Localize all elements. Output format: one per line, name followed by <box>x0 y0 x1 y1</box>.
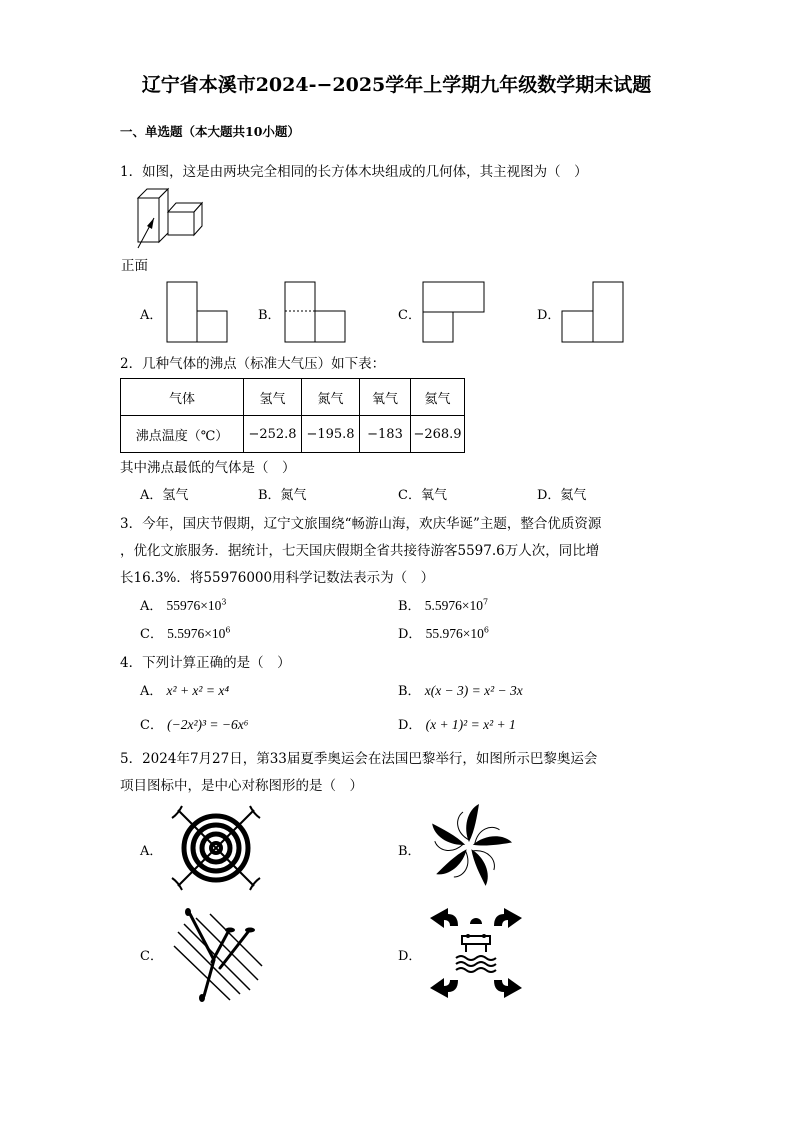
q5-option-b-label[interactable]: B． <box>398 844 421 859</box>
q1-option-b-label[interactable]: B． <box>258 308 281 323</box>
q5-option-a-label[interactable]: A． <box>140 844 163 859</box>
option-label: B． <box>398 684 421 699</box>
option-label: D． <box>398 718 422 733</box>
swimming-icon <box>428 906 524 1000</box>
boiling-point-table <box>120 378 465 453</box>
option-label: C． <box>140 627 163 642</box>
option-label: D． <box>398 627 422 642</box>
option-value: 5.5976×10 <box>167 626 226 641</box>
q2-option-c[interactable]: C．氧气 <box>398 488 447 503</box>
question-4-stem: 4．下列计算正确的是（ ） <box>120 655 291 671</box>
option-label: A． <box>140 684 163 699</box>
option-expression: (x + 1)² = x² + 1 <box>425 717 516 732</box>
q3-option-b[interactable] <box>398 595 488 614</box>
q2-option-a[interactable]: A．氢气 <box>140 488 189 503</box>
q1-option-d-view <box>561 281 625 343</box>
table-cell: 氮气 <box>302 379 360 416</box>
option-exponent: 6 <box>225 625 231 635</box>
table-cell: 氧气 <box>360 379 411 416</box>
question-5-line1: 5．2024年7月27日，第33届夏季奥运会在法国巴黎举行，如图所示巴黎奥运会 <box>120 751 598 767</box>
question-1-stem: 1．如图，这是由两块完全相同的长方体木块组成的几何体，其主视图为（ ） <box>120 164 588 180</box>
table-row <box>121 416 465 453</box>
table-cell: 气体 <box>121 379 244 416</box>
q1-option-d-label[interactable]: D． <box>537 308 561 323</box>
table-header-row <box>121 379 465 416</box>
option-label: C． <box>140 718 163 733</box>
q1-option-c-label[interactable]: C． <box>398 308 421 323</box>
q1-solid-figure <box>130 186 210 250</box>
question-3-line1: 3．今年，国庆节假期，辽宁文旅围绕“畅游山海，欢庆华诞”主题，整合优质资源 <box>120 516 602 532</box>
q3-option-d[interactable] <box>398 623 489 642</box>
pinwheel-icon <box>423 800 515 892</box>
q1-option-a-view <box>166 281 230 343</box>
option-expression: x² + x² = x⁴ <box>166 683 230 698</box>
table-cell: −183 <box>360 416 411 453</box>
option-value: 55976×10 <box>166 598 222 613</box>
q4-option-d[interactable] <box>398 714 516 733</box>
question-2-stem: 2．几种气体的沸点（标准大气压）如下表： <box>120 356 386 372</box>
archery-icon <box>166 802 266 894</box>
option-exponent: 3 <box>221 597 227 607</box>
question-3-line2: ，优化文旅服务．据统计，七天国庆假期全省共接待游客5597.6万人次，同比增 <box>120 543 600 559</box>
page-title: 辽宁省本溪市2024-−2025学年上学期九年级数学期末试题 <box>141 74 652 96</box>
q2-option-b[interactable]: B．氮气 <box>258 488 307 503</box>
table-cell: −268.9 <box>411 416 465 453</box>
option-label: A． <box>140 599 163 614</box>
table-cell: 氦气 <box>411 379 465 416</box>
q3-option-c[interactable] <box>140 623 230 642</box>
option-label: B． <box>398 599 421 614</box>
q4-option-c[interactable] <box>140 714 248 733</box>
q1-option-c-view <box>422 281 486 343</box>
option-exponent: 6 <box>483 625 489 635</box>
table-cell: −195.8 <box>302 416 360 453</box>
q3-option-a[interactable] <box>140 595 227 614</box>
q4-option-a[interactable] <box>140 680 229 699</box>
table-cell: 氢气 <box>244 379 302 416</box>
rowing-icon <box>170 910 266 1002</box>
option-expression: (−2x²)³ = −6x⁶ <box>167 717 249 732</box>
section-heading: 一、单选题（本大题共10小题） <box>120 124 300 139</box>
q1-option-b-view <box>284 281 348 343</box>
q5-option-c-label[interactable]: C． <box>140 949 163 964</box>
table-cell: −252.8 <box>244 416 302 453</box>
q4-option-b[interactable] <box>398 680 523 699</box>
question-2-follow: 其中沸点最低的气体是（ ） <box>120 460 296 476</box>
q5-option-d-label[interactable]: D． <box>398 949 422 964</box>
option-value: 55.976×10 <box>425 626 484 641</box>
option-exponent: 7 <box>482 597 489 607</box>
question-3-line3: 长16.3%．将55976000用科学记数法表示为（ ） <box>120 570 435 586</box>
question-5-line2: 项目图标中，是中心对称图形的是（ ） <box>120 778 363 794</box>
front-view-label: 正面 <box>121 258 148 274</box>
option-expression: x(x − 3) = x² − 3x <box>424 683 523 698</box>
table-cell: 沸点温度（℃） <box>121 416 244 453</box>
q1-option-a-label[interactable]: A． <box>140 308 163 323</box>
option-value: 5.5976×10 <box>424 598 483 613</box>
q2-option-d[interactable]: D．氦气 <box>537 488 587 503</box>
